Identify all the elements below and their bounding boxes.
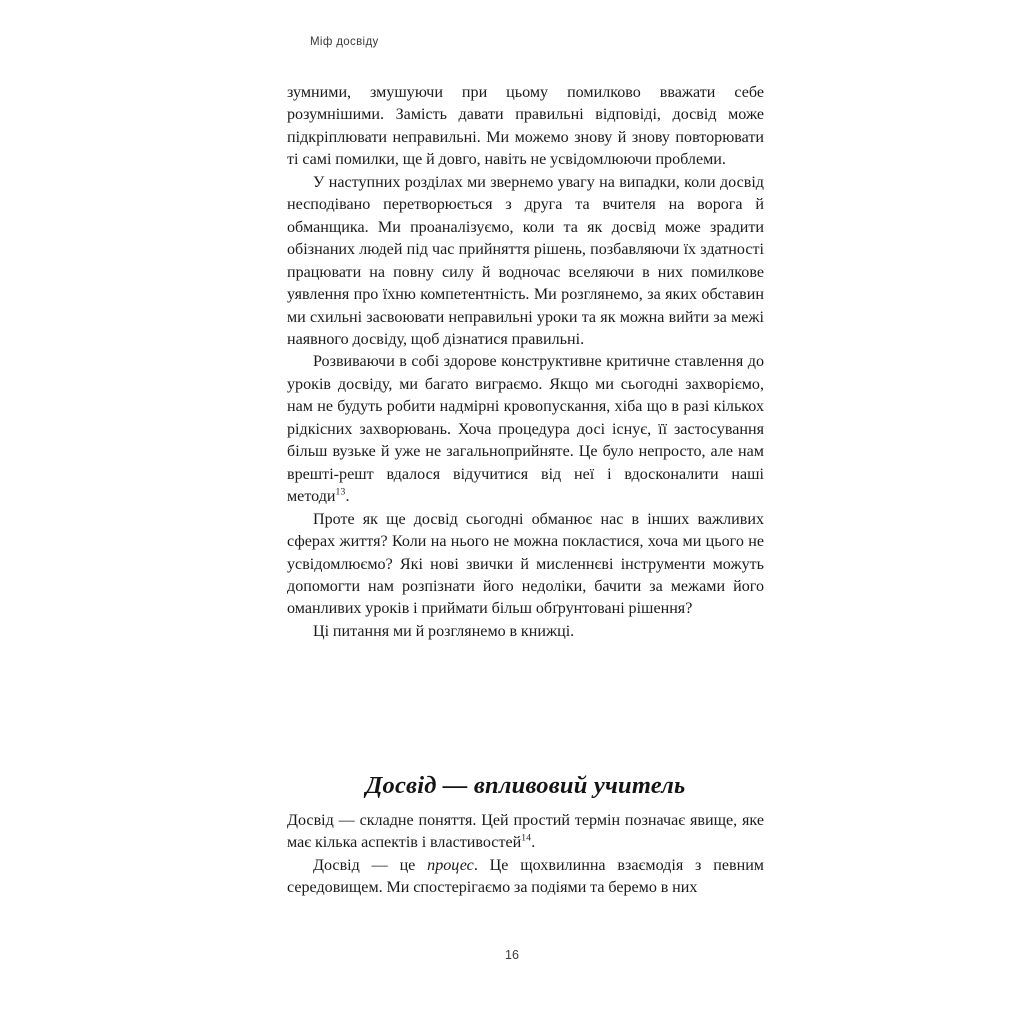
paragraph-continued: зумними, змушуючи при цьому помилково вважати себе розумнішими. Замість давати правильні відповіді, досвід може підкріплювати неправильні. Ми можемо знову й знову повторювати ті самі помилки, ще й довго, навіть не усвідомлюючи проблеми. [287, 84, 764, 169]
paragraph-questions: Проте як ще досвід сьогодні обманює нас в інших важливих сферах життя? Коли на нього не можна покластися, хоча ми цього не усвідомлюємо? Які нові звички й мисленнєві інструменти можуть допомогти нам розпізнати його недоліки, бачити за межами його оманливих уроків і приймати більш обґрунтовані рішення? [287, 510, 764, 618]
running-head: Міф досвіду [310, 36, 379, 48]
paragraph-process [287, 855, 764, 900]
section-text-column [287, 810, 764, 900]
paragraph-process-start: Досвід — це [313, 856, 428, 874]
paragraph-critical-thinking-tail: . [345, 488, 350, 506]
paragraph-closing: Ці питання ми й розглянемо в книжці. [313, 622, 575, 640]
paragraph-definition-tail: . [531, 834, 536, 852]
paragraph-next-chapters: У наступних розділах ми звернемо увагу на випадки, коли досвід несподівано перетворюється з друга та вчителя на ворога й обманщика. Ми проаналізуємо, коли та як досвід може зрадити обізнаних людей під час прийняття рішень, позбавляючи їх здатності працювати на повну силу й водночас вселяючи в них помилкове уявлення про їхню компетентність. Ми розглянемо, за яких обставин ми схильні засвоювати неправильні уроки та як можна вийти за межі наявного досвіду, щоб дізнатися правильні. [287, 173, 764, 348]
paragraph-process-end: . Це щохвилинна взаємодія з певним середовищем. Ми спостерігаємо за подіями та беремо в них [287, 856, 764, 897]
main-text-column [287, 82, 764, 643]
paragraph-definition [287, 810, 764, 855]
page-number: 16 [505, 948, 519, 962]
paragraph-critical-thinking-text: Розвиваючи в собі здорове конструктивне критичне ставлення до уроків досвіду, ми багато виграємо. Якщо ми сьогодні захворіємо, нам не будуть робити надмірні кровопускання, хіба що в разі кількох рідкісних захворювань. Хоча процедура досі існує, її застосування більш вузьке й уже не загальноприйняте. Це було непросто, але нам врешті-решт вдалося відучитися від неї і вдосконалити наші методи [287, 353, 764, 506]
footnote-marker-14[interactable]: 14 [521, 833, 532, 845]
footnote-marker-13[interactable]: 13 [335, 486, 346, 498]
section-heading: Досвід — впливовий учитель [365, 772, 686, 800]
paragraph-definition-text: Досвід — складне поняття. Цей простий термін позначає явище, яке має кілька аспектів і властивостей [287, 812, 764, 852]
emphasized-term-process: процес [427, 856, 474, 874]
paragraph-critical-thinking [287, 351, 764, 508]
